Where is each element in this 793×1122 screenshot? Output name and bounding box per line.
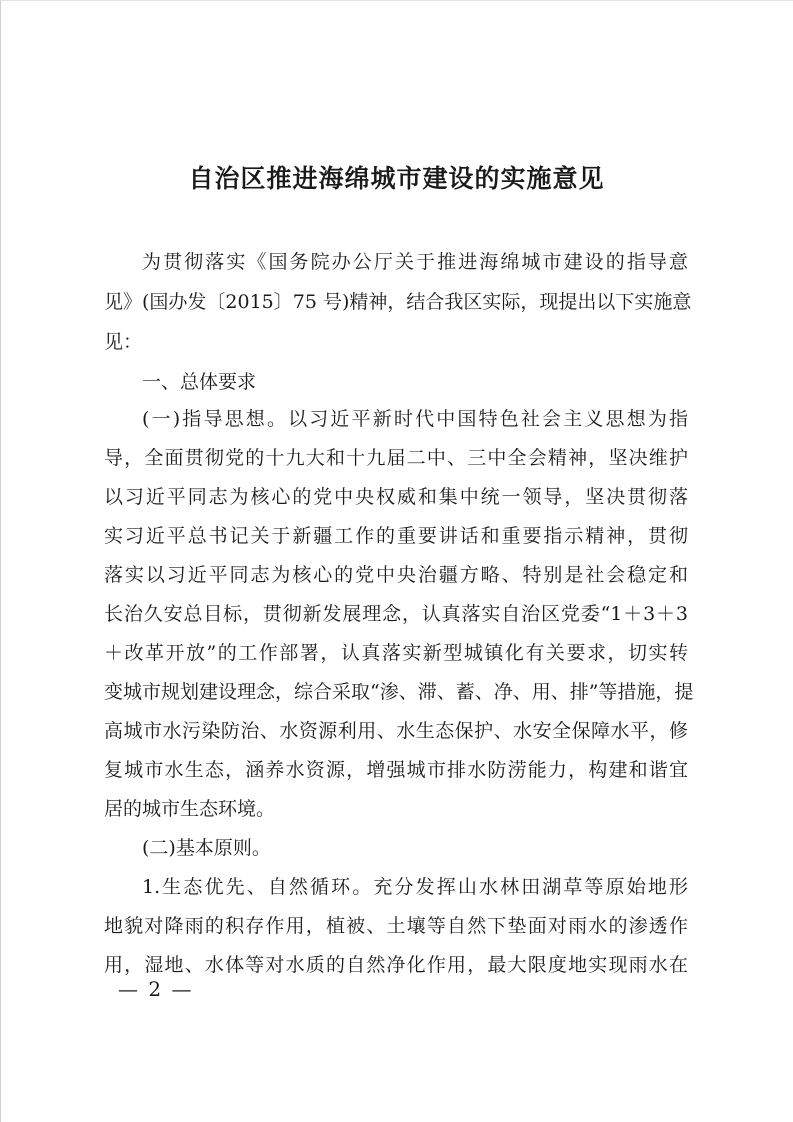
paragraph-line: 导，全面贯彻党的十九大和十九届二中、三中全会精神，坚决维护 xyxy=(104,447,688,469)
paragraph-line: 见》(国办发〔2015〕75 号)精神，结合我区实际，现提出以下实施意 xyxy=(104,291,692,313)
paragraph-line: 高城市水污染防治、水资源利用、水生态保护、水安全保障水平，修 xyxy=(104,720,688,742)
paragraph-line: 变城市规划建设理念，综合采取“渗、滞、蓄、净、用、排”等措施，提 xyxy=(104,681,694,703)
paragraph-line: 复城市水生态，涵养水资源，增强城市排水防涝能力，构建和谐宜 xyxy=(104,759,688,781)
paragraph-line: ＋改革开放”的工作部署，认真落实新型城镇化有关要求，切实转 xyxy=(104,642,688,664)
paragraph-line: 见： xyxy=(104,331,143,353)
section-heading: 一、总体要求 xyxy=(142,371,257,393)
paragraph-line: 用，湿地、水体等对水质的自然净化作用，最大限度地实现雨水在 xyxy=(104,954,688,976)
paragraph-line: 居的城市生态环境。 xyxy=(104,798,276,820)
page-number: — 2 — xyxy=(118,977,194,1001)
paragraph-line: 落实以习近平同志为核心的党中央治疆方略、特别是社会稳定和 xyxy=(104,564,688,586)
paragraph-line: 为贯彻落实《国务院办公厅关于推进海绵城市建设的指导意 xyxy=(142,251,688,273)
paragraph-line: 实习近平总书记关于新疆工作的重要讲话和重要指示精神，贯彻 xyxy=(104,525,688,547)
paragraph-line: 长治久安总目标，贯彻新发展理念，认真落实自治区党委“1＋3＋3 xyxy=(104,603,688,625)
paragraph-line: (一)指导思想。以习近平新时代中国特色社会主义思想为指 xyxy=(142,408,688,430)
subsection-heading: (二)基本原则。 xyxy=(142,837,271,859)
document-title: 自治区推进海绵城市建设的实施意见 xyxy=(188,164,605,193)
paragraph-line: 1.生态优先、自然循环。充分发挥山水林田湖草等原始地形 xyxy=(142,876,688,898)
paragraph-line: 以习近平同志为核心的党中央权威和集中统一领导，坚决贯彻落 xyxy=(104,486,688,508)
paragraph-line: 地貌对降雨的积存作用，植被、土壤等自然下垫面对雨水的渗透作 xyxy=(104,915,688,937)
